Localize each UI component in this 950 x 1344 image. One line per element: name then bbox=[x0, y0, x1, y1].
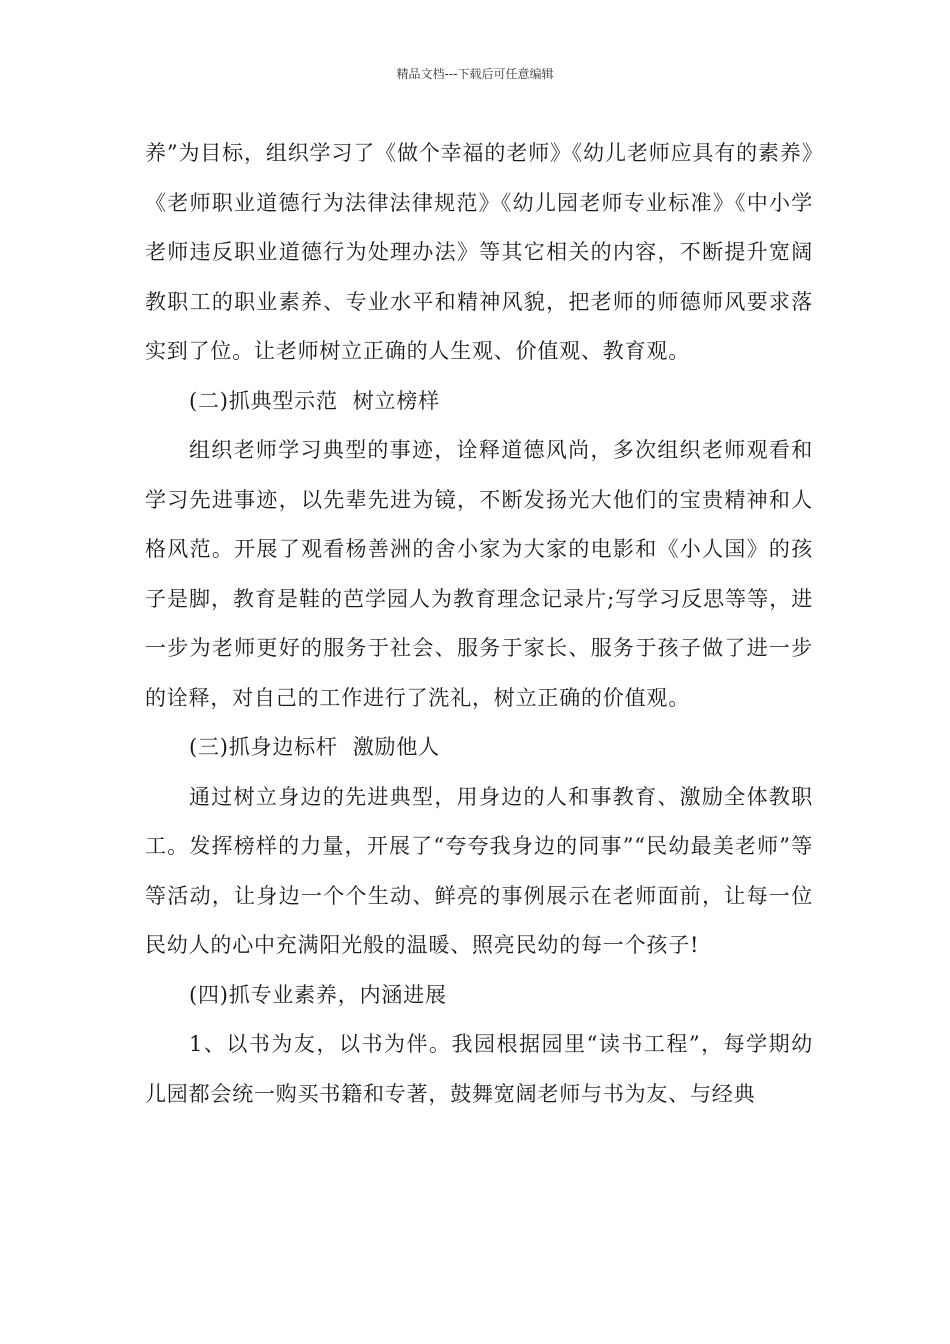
paragraph-reading: 1、以书为友，以书为伴。我园根据园里“读书工程”，每学期幼儿园都会统一购买书籍和专著，鼓舞宽阔老师与书为友、与经典 bbox=[145, 1032, 813, 1106]
paragraph-typical-examples: 组织老师学习典型的事迹，诠释道德风尚，多次组织老师观看和学习先进事迹，以先辈先进为镜，不断发扬光大他们的宝贵精神和人格风范。开展了观看杨善洲的舍小家为大家的电影和《小人国》的孩子是脚，教育是鞋的芭学园人为教育理念记录片;写学习反思等等，进一步为老师更好的服务于社会、服务于家长、服务于孩子做了进一步的诠释，对自己的工作进行了洗礼，树立正确的价值观。 bbox=[145, 438, 813, 710]
section-heading-4: (四)抓专业素养，内涵进展 bbox=[189, 982, 447, 1007]
paragraph-role-models: 通过树立身边的先进典型，用身边的人和事教育、激励全体教职工。发挥榜样的力量，开展了“夸夸我身边的同事”“民幼最美老师”等等活动，让身边一个个生动、鲜亮的事例展示在老师面前，让每一位民幼人的心中充满阳光般的温暖、照亮民幼的每一个孩子! bbox=[145, 784, 813, 957]
section-heading-2: (二)抓典型示范 树立榜样 bbox=[189, 388, 440, 413]
paragraph-continued: 养”为目标，组织学习了《做个幸福的老师》《幼儿老师应具有的素养》《老师职业道德行为法律法律规范》《幼儿园老师专业标准》《中小学老师违反职业道德行为处理办法》等其它相关的内容，不断提升宽阔教职工的职业素养、专业水平和精神风貌，把老师的师德师风要求落实到了位。让老师树立正确的人生观、价值观、教育观。 bbox=[145, 141, 813, 363]
document-body bbox=[145, 129, 813, 1119]
section-heading-3: (三)抓身边标杆 激励他人 bbox=[189, 735, 440, 759]
page-header: 精品文档---下载后可任意编辑 bbox=[396, 67, 554, 81]
